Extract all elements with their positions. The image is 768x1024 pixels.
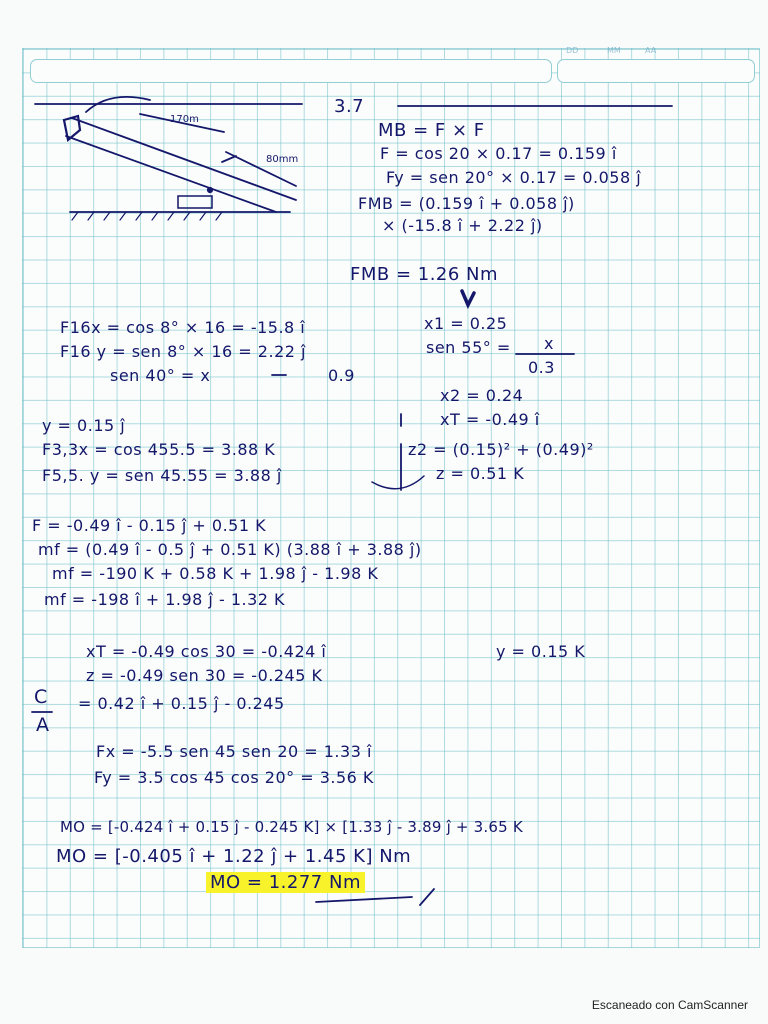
line-mf-3: mf = -198 î + 1.98 ĵ - 1.32 K	[44, 590, 286, 609]
line-f-vector: F = -0.49 î - 0.15 ĵ + 0.51 K	[32, 516, 267, 535]
line-ca-vector: = 0.42 î + 0.15 ĵ - 0.245	[78, 694, 285, 713]
line-a: A	[36, 714, 50, 736]
line-sen55: sen 55° =	[426, 338, 511, 357]
problem-number: 3.7	[334, 96, 365, 117]
line-mo-cross: MO = [-0.424 î + 0.15 ĵ - 0.245 K] × [1.33 ĵ - 3.89 ĵ + 3.65 K	[60, 818, 523, 836]
line-y: y = 0.15 ĵ	[42, 416, 126, 435]
date-label-dd: DD	[566, 46, 579, 55]
line-frac-num: x	[544, 334, 554, 353]
line-f16x: F16x = cos 8° × 16 = -15.8 î	[60, 318, 306, 337]
line-x2: x2 = 0.24	[440, 386, 524, 405]
diagram-dim-side: 80mm	[266, 154, 299, 165]
line-fmb-1: FMB = (0.159 î + 0.058 ĵ)	[358, 194, 575, 213]
line-f16y: F16 y = sen 8° × 16 = 2.22 ĵ	[60, 342, 306, 361]
line-frac-den: 0.3	[528, 358, 555, 377]
line-fmb-result: FMB = 1.26 Nm	[350, 264, 499, 285]
date-label-aa: AA	[645, 46, 657, 55]
line-fy-cos: Fy = 3.5 cos 45 cos 20° = 3.56 K	[94, 768, 374, 787]
line-fx: F = cos 20 × 0.17 = 0.159 î	[380, 144, 617, 163]
line-f55y: F5,5. y = sen 45.55 = 3.88 ĵ	[42, 466, 282, 485]
line-mf-2: mf = -190 K + 0.58 K + 1.98 ĵ - 1.98 K	[52, 564, 379, 583]
line-mo-vector: MO = [-0.405 î + 1.22 ĵ + 1.45 K] Nm	[56, 846, 412, 867]
line-fx-sen: Fx = -5.5 sen 45 sen 20 = 1.33 î	[96, 742, 372, 761]
line-c: C	[34, 686, 48, 708]
header-date-labels	[566, 46, 766, 60]
line-f33x: F3,3x = cos 455.5 = 3.88 K	[42, 440, 276, 459]
line-sen40: sen 40° = x	[110, 366, 211, 385]
line-xt-cos: xT = -0.49 cos 30 = -0.424 î	[86, 642, 327, 661]
scanner-watermark: Escaneado con CamScanner	[591, 998, 748, 1012]
date-label-mm: MM	[607, 46, 621, 55]
diagram-dim-top: 170m	[170, 114, 199, 125]
line-sen40-val: 0.9	[328, 366, 355, 385]
line-x1: x1 = 0.25	[424, 314, 508, 333]
line-fmb-2: × (-15.8 î + 2.22 ĵ)	[382, 216, 543, 235]
line-z: z = 0.51 K	[436, 464, 525, 483]
line-z-sen: z = -0.49 sen 30 = -0.245 K	[86, 666, 323, 685]
line-xt: xT = -0.49 î	[440, 410, 540, 429]
line-mf-1: mf = (0.49 î - 0.5 ĵ + 0.51 K) (3.88 î + 3.88 ĵ)	[38, 540, 422, 559]
line-z2: z2 = (0.15)² + (0.49)²	[408, 440, 594, 459]
line-y-k: y = 0.15 K	[496, 642, 586, 661]
line-mb-def: MB = F × F	[378, 120, 485, 141]
header-title-box	[30, 59, 552, 83]
line-fy: Fy = sen 20° × 0.17 = 0.058 ĵ	[386, 168, 642, 187]
header-date-box	[557, 59, 755, 83]
line-mo-result: MO = 1.277 Nm	[206, 872, 365, 893]
